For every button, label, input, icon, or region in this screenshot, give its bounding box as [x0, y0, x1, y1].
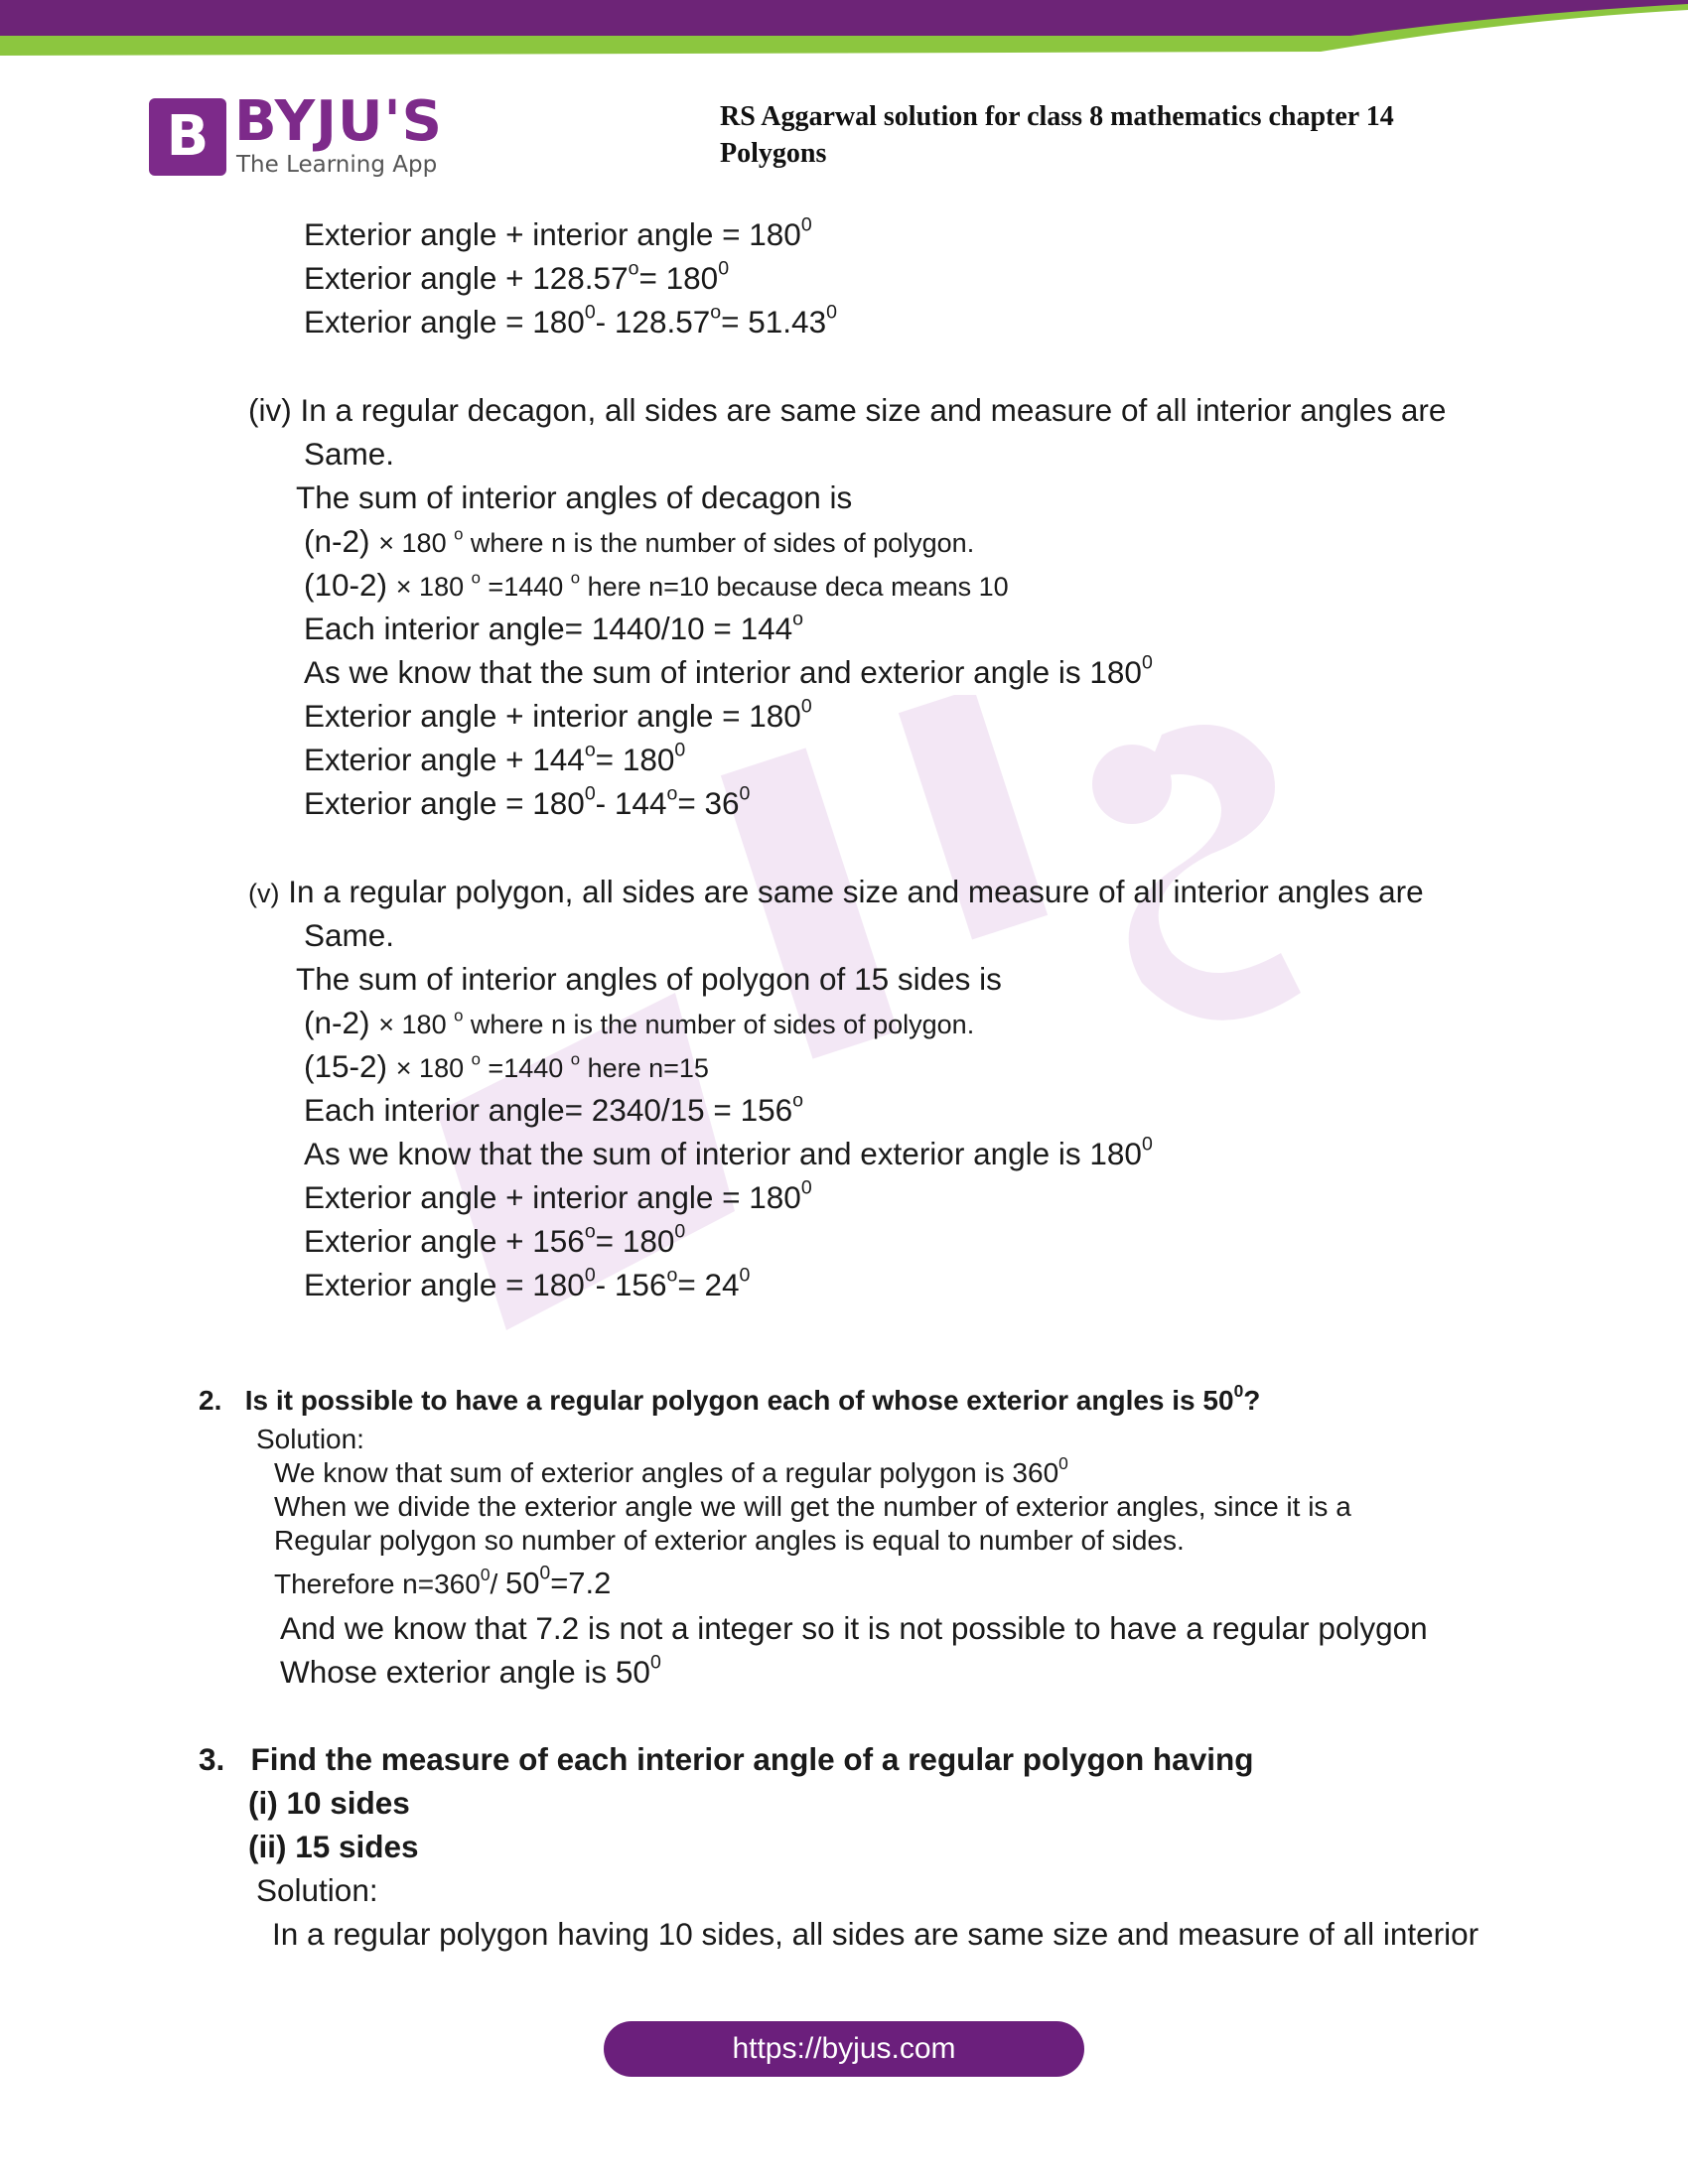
text-line: Same. — [304, 436, 395, 472]
text-line: (n-2) × 180 $^o$ where n is the number of sides of polygon. — [304, 523, 975, 559]
text-line: Exterior angle + interior angle = $180^0$ — [304, 213, 812, 252]
text-line: Therefore $n=360^0/$ $50^0=7.2$ — [274, 1563, 612, 1600]
text-line: As we know that the sum of interior and exterior angle is $180^0$ — [304, 651, 1153, 690]
footer-url-link[interactable] — [604, 2021, 1084, 2077]
footer-url-text: https://byjus.com — [732, 2032, 956, 2065]
text-line: Solution: — [256, 1424, 364, 1454]
text-line: When we divide the exterior angle we will get the number of exterior angles, since it is a — [274, 1491, 1351, 1522]
text-line: (iv) In a regular decagon, all sides are same size and measure of all interior angles are — [248, 392, 1447, 428]
document-title-line2: Polygons — [720, 138, 827, 169]
text-line: Each interior angle= $1440/10 = 144^o$ — [304, 608, 803, 646]
text-line: Regular polygon so number of exterior angles is equal to number of sides. — [274, 1525, 1185, 1556]
text-line: (n-2) × 180 $^o$ where n is the number of sides of polygon. — [304, 1005, 975, 1040]
text-line: Exterior angle = $180^0-$ $144^o= 36^0$ — [304, 782, 751, 821]
question-2: 2. Is it possible to have a regular polygon each of whose exterior angles is $50^0$? — [199, 1380, 1261, 1416]
text-line: Whose exterior angle is $50^0$ — [280, 1651, 661, 1690]
text-line: Exterior angle + $144^o= 180^0$ — [304, 739, 686, 777]
document-title-line1: RS Aggarwal solution for class 8 mathematics chapter 14 — [720, 101, 1394, 132]
text-line: The sum of interior angles of polygon of 15 sides is — [296, 961, 1002, 997]
logo-tagline: The Learning App — [236, 152, 438, 178]
text-line: (i) 10 sides — [248, 1785, 410, 1821]
text-line: And we know that 7.2 is not a integer so it is not possible to have a regular polygon — [280, 1610, 1428, 1646]
text-line: The sum of interior angles of decagon is — [296, 479, 853, 515]
text-line: Same. — [304, 917, 395, 953]
text-line: Exterior angle + $128.57^o= 180^0$ — [304, 257, 730, 296]
text-line: Exterior angle = $180^0-$ $128.57^o= 51.43^0$ — [304, 301, 837, 340]
text-line: Exterior angle + $156^o= 180^0$ — [304, 1220, 686, 1259]
text-line: (10-2) × 180 $^o$ =1440 $^o$ here n=10 because deca means 10 — [304, 567, 1009, 603]
text-line: Exterior angle = $180^0-$ $156^o= 24^0$ — [304, 1264, 751, 1302]
text-line: (ii) 15 sides — [248, 1829, 419, 1864]
text-line: Solution: — [256, 1872, 378, 1908]
logo-mark-icon: B — [149, 98, 226, 176]
text-line: (15-2) × 180 $^o$ =1440 $^o$ here n=15 — [304, 1048, 709, 1084]
text-line: Each interior angle= $2340/15 = 156^o$ — [304, 1089, 803, 1128]
text-line: Exterior angle + interior angle = $180^0$ — [304, 1176, 812, 1215]
question-3: 3. Find the measure of each interior angle of a regular polygon having — [199, 1741, 1254, 1777]
text-line: As we know that the sum of interior and exterior angle is $180^0$ — [304, 1133, 1153, 1171]
text-line: Exterior angle + interior angle = $180^0$ — [304, 695, 812, 734]
text-line: We know that sum of exterior angles of a regular polygon is $360^0$ — [274, 1452, 1068, 1488]
text-line: (v) In a regular polygon, all sides are same size and measure of all interior angles are — [248, 874, 1424, 909]
logo-brand: BYJU'S — [234, 89, 443, 154]
text-line: In a regular polygon having 10 sides, all sides are same size and measure of all interior — [272, 1916, 1479, 1952]
